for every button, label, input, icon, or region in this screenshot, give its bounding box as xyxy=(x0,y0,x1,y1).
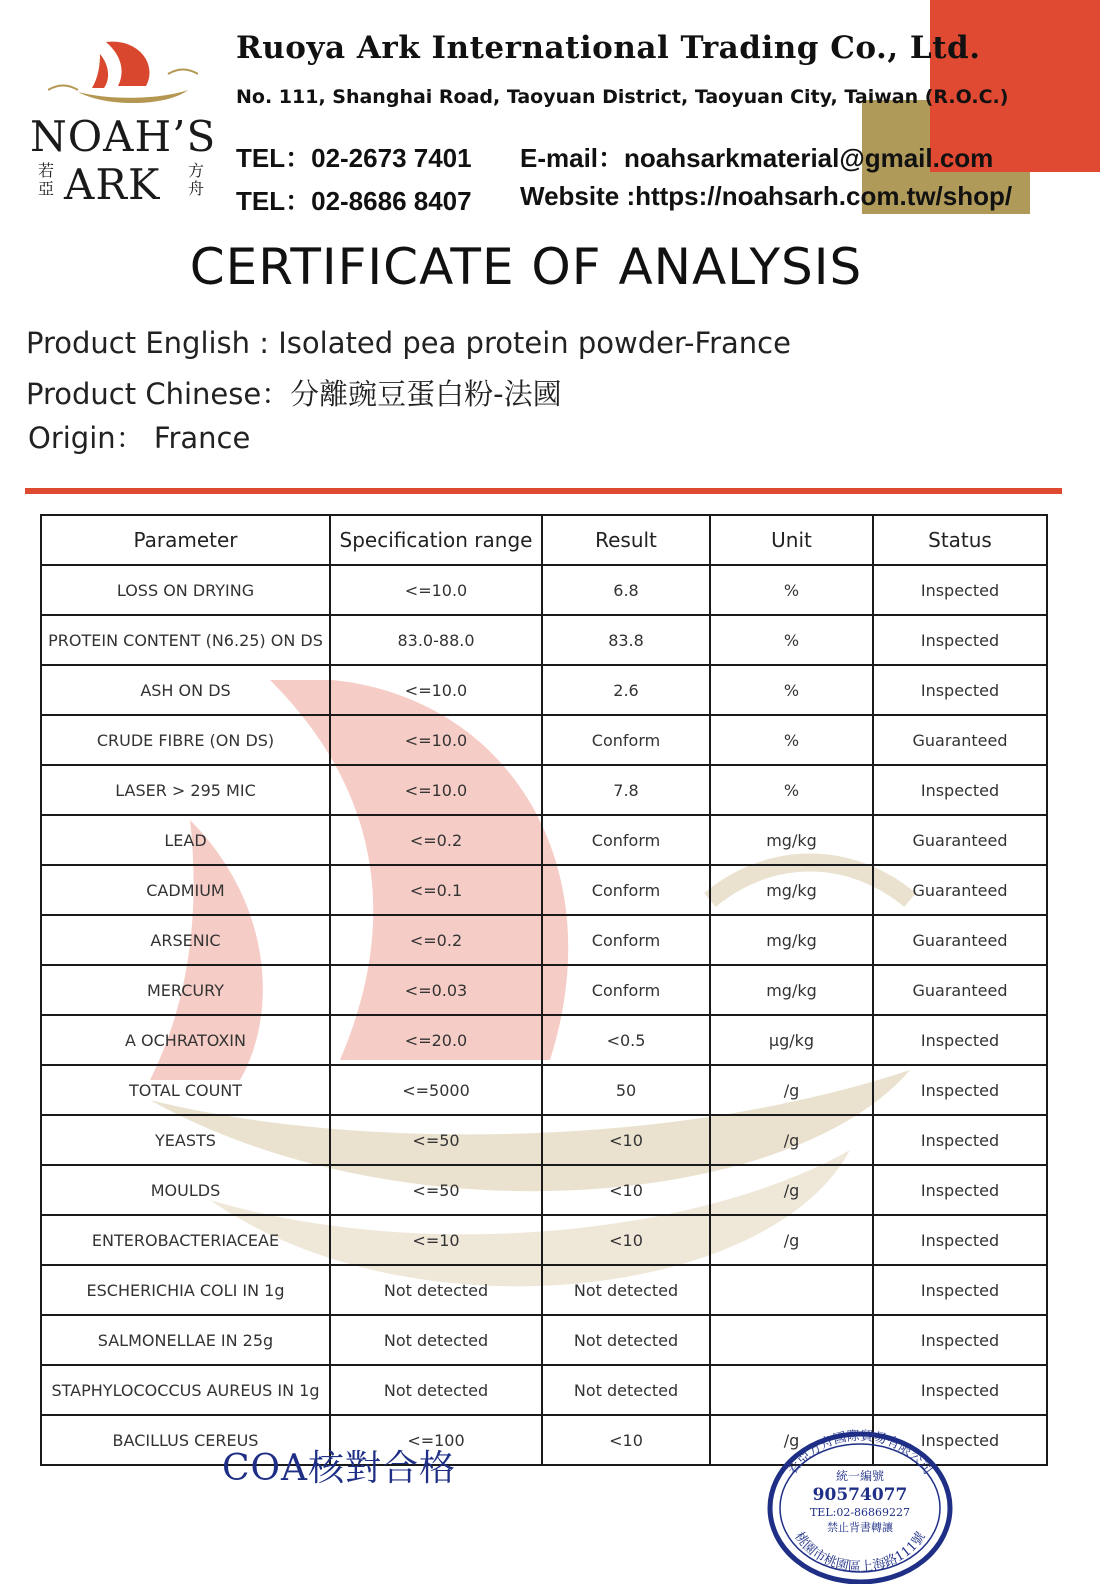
table-header-row xyxy=(41,515,1047,565)
cell-result: 7.8 xyxy=(542,765,710,815)
cell-parameter: LASER > 295 MIC xyxy=(41,765,330,815)
header-divider xyxy=(25,488,1062,494)
table-row xyxy=(41,665,1047,715)
seal-unified-number-label: 統一編號 xyxy=(835,1469,885,1483)
document-title: CERTIFICATE OF ANALYSIS xyxy=(189,238,863,296)
product-chinese: Product Chinese：分離豌豆蛋白粉-法國 xyxy=(26,377,562,411)
cell-unit: % xyxy=(710,715,873,765)
cell-result: Conform xyxy=(542,965,710,1015)
cell-status: Guaranteed xyxy=(873,965,1047,1015)
cell-specification: Not detected xyxy=(330,1315,542,1365)
header-unit: Unit xyxy=(710,515,873,565)
cell-unit: /g xyxy=(710,1415,873,1465)
telephone-2: TEL：02-8686 8407 xyxy=(236,186,472,216)
cell-specification: <=10.0 xyxy=(330,765,542,815)
table-row xyxy=(41,1065,1047,1115)
cell-result: Conform xyxy=(542,715,710,765)
cell-status: Inspected xyxy=(873,1215,1047,1265)
seal-company-name: 若亞方舟國際貿易有限公司 xyxy=(784,1428,936,1478)
cell-parameter: ESCHERICHIA COLI IN 1g xyxy=(41,1265,330,1315)
coa-approval-stamp: COA核對合格 xyxy=(222,1448,457,1489)
email-address: E-mail：noahsarkmaterial@gmail.com xyxy=(520,143,994,173)
cell-unit: mg/kg xyxy=(710,865,873,915)
table-row xyxy=(41,815,1047,865)
cell-parameter: MERCURY xyxy=(41,965,330,1015)
company-address: No. 111, Shanghai Road, Taoyuan District, Taoyuan City, Taiwan (R.O.C.) xyxy=(236,86,1009,108)
cell-unit xyxy=(710,1315,873,1365)
cell-specification: Not detected xyxy=(330,1265,542,1315)
cell-status: Inspected xyxy=(873,1065,1047,1115)
cell-status: Inspected xyxy=(873,1415,1047,1465)
cell-unit: μg/kg xyxy=(710,1015,873,1065)
cell-unit xyxy=(710,1265,873,1315)
table-row xyxy=(41,1315,1047,1365)
cell-unit: % xyxy=(710,665,873,715)
cell-result: 6.8 xyxy=(542,565,710,615)
logo-chinese-left: 若亞 xyxy=(38,161,55,198)
cell-specification: Not detected xyxy=(330,1365,542,1415)
cell-specification: <=0.03 xyxy=(330,965,542,1015)
cell-parameter: BACILLUS CEREUS xyxy=(41,1415,330,1465)
cell-specification: 83.0-88.0 xyxy=(330,615,542,665)
cell-unit: /g xyxy=(710,1215,873,1265)
cell-specification: <=100 xyxy=(330,1415,542,1465)
analysis-table xyxy=(40,514,1048,1466)
table-row xyxy=(41,865,1047,915)
table-row xyxy=(41,1165,1047,1215)
cell-specification: <=50 xyxy=(330,1115,542,1165)
table-row xyxy=(41,1265,1047,1315)
cell-unit: /g xyxy=(710,1065,873,1115)
table-row xyxy=(41,715,1047,765)
cell-unit: /g xyxy=(710,1165,873,1215)
cell-status: Inspected xyxy=(873,1265,1047,1315)
cell-status: Inspected xyxy=(873,1115,1047,1165)
cell-parameter: ENTEROBACTERIACEAE xyxy=(41,1215,330,1265)
cell-result: <10 xyxy=(542,1115,710,1165)
product-english: Product English : Isolated pea protein powder-France xyxy=(26,326,791,360)
cell-unit: mg/kg xyxy=(710,815,873,865)
seal-address: 桃園市桃園區上海路111號 xyxy=(791,1529,929,1575)
cell-result: Conform xyxy=(542,815,710,865)
cell-status: Inspected xyxy=(873,615,1047,665)
cell-parameter: CADMIUM xyxy=(41,865,330,915)
cell-specification: <=0.1 xyxy=(330,865,542,915)
cell-result: 50 xyxy=(542,1065,710,1115)
cell-unit: /g xyxy=(710,1115,873,1165)
header-result: Result xyxy=(542,515,710,565)
cell-specification: <=10.0 xyxy=(330,715,542,765)
cell-result: Not detected xyxy=(542,1265,710,1315)
website-url: Website :https://noahsarh.com.tw/shop/ xyxy=(520,181,1013,211)
cell-status: Inspected xyxy=(873,665,1047,715)
cell-parameter: A OCHRATOXIN xyxy=(41,1015,330,1065)
product-origin: Origin： France xyxy=(28,421,251,455)
cell-unit: % xyxy=(710,565,873,615)
cell-parameter: STAPHYLOCOCCUS AUREUS IN 1g xyxy=(41,1365,330,1415)
cell-result: <10 xyxy=(542,1415,710,1465)
cell-status: Inspected xyxy=(873,1165,1047,1215)
cell-result: 2.6 xyxy=(542,665,710,715)
cell-status: Inspected xyxy=(873,1015,1047,1065)
logo-ark-text: ARK xyxy=(64,160,161,209)
company-logo xyxy=(24,34,224,214)
cell-specification: <=10.0 xyxy=(330,565,542,615)
cell-parameter: YEASTS xyxy=(41,1115,330,1165)
table-row xyxy=(41,915,1047,965)
cell-parameter: PROTEIN CONTENT (N6.25) ON DS xyxy=(41,615,330,665)
seal-telephone: TEL:02-86869227 xyxy=(809,1506,911,1519)
cell-status: Inspected xyxy=(873,1365,1047,1415)
cell-result: Conform xyxy=(542,865,710,915)
table-row xyxy=(41,615,1047,665)
cell-unit: % xyxy=(710,615,873,665)
cell-status: Inspected xyxy=(873,1315,1047,1365)
sail-ship-icon xyxy=(48,34,198,114)
cell-unit: mg/kg xyxy=(710,965,873,1015)
cell-unit: % xyxy=(710,765,873,815)
cell-result: <10 xyxy=(542,1165,710,1215)
table-row xyxy=(41,765,1047,815)
cell-parameter: ASH ON DS xyxy=(41,665,330,715)
logo-chinese-right: 方舟 xyxy=(188,161,205,198)
cell-parameter: MOULDS xyxy=(41,1165,330,1215)
table-row xyxy=(41,1365,1047,1415)
table-row xyxy=(41,565,1047,615)
cell-unit xyxy=(710,1365,873,1415)
cell-status: Inspected xyxy=(873,565,1047,615)
cell-result: Not detected xyxy=(542,1315,710,1365)
cell-parameter: CRUDE FIBRE (ON DS) xyxy=(41,715,330,765)
header-specification-range: Specification range xyxy=(330,515,542,565)
table-row xyxy=(41,1115,1047,1165)
cell-result: <10 xyxy=(542,1215,710,1265)
cell-parameter: SALMONELLAE IN 25g xyxy=(41,1315,330,1365)
seal-restriction-note: 禁止背書轉讓 xyxy=(827,1521,893,1534)
header-parameter: Parameter xyxy=(41,515,330,565)
telephone-1: TEL：02-2673 7401 xyxy=(236,143,472,173)
cell-unit: mg/kg xyxy=(710,915,873,965)
header-status: Status xyxy=(873,515,1047,565)
table-row xyxy=(41,965,1047,1015)
cell-status: Guaranteed xyxy=(873,815,1047,865)
cell-specification: <=0.2 xyxy=(330,815,542,865)
cell-result: Conform xyxy=(542,915,710,965)
cell-parameter: LOSS ON DRYING xyxy=(41,565,330,615)
logo-noahs-text: NOAH’S xyxy=(30,112,217,161)
cell-parameter: TOTAL COUNT xyxy=(41,1065,330,1115)
cell-parameter: LEAD xyxy=(41,815,330,865)
seal-tax-number: 90574077 xyxy=(812,1485,908,1505)
cell-specification: <=20.0 xyxy=(330,1015,542,1065)
table-row xyxy=(41,1215,1047,1265)
cell-specification: <=5000 xyxy=(330,1065,542,1115)
cell-specification: <=0.2 xyxy=(330,915,542,965)
company-seal-stamp xyxy=(762,1424,958,1584)
cell-result: Not detected xyxy=(542,1365,710,1415)
company-name: Ruoya Ark International Trading Co., Ltd. xyxy=(236,30,981,66)
cell-specification: <=50 xyxy=(330,1165,542,1215)
cell-parameter: ARSENIC xyxy=(41,915,330,965)
cell-specification: <=10.0 xyxy=(330,665,542,715)
table-row xyxy=(41,1015,1047,1065)
cell-status: Inspected xyxy=(873,765,1047,815)
cell-specification: <=10 xyxy=(330,1215,542,1265)
cell-status: Guaranteed xyxy=(873,865,1047,915)
cell-result: 83.8 xyxy=(542,615,710,665)
cell-result: <0.5 xyxy=(542,1015,710,1065)
cell-status: Guaranteed xyxy=(873,715,1047,765)
cell-status: Guaranteed xyxy=(873,915,1047,965)
